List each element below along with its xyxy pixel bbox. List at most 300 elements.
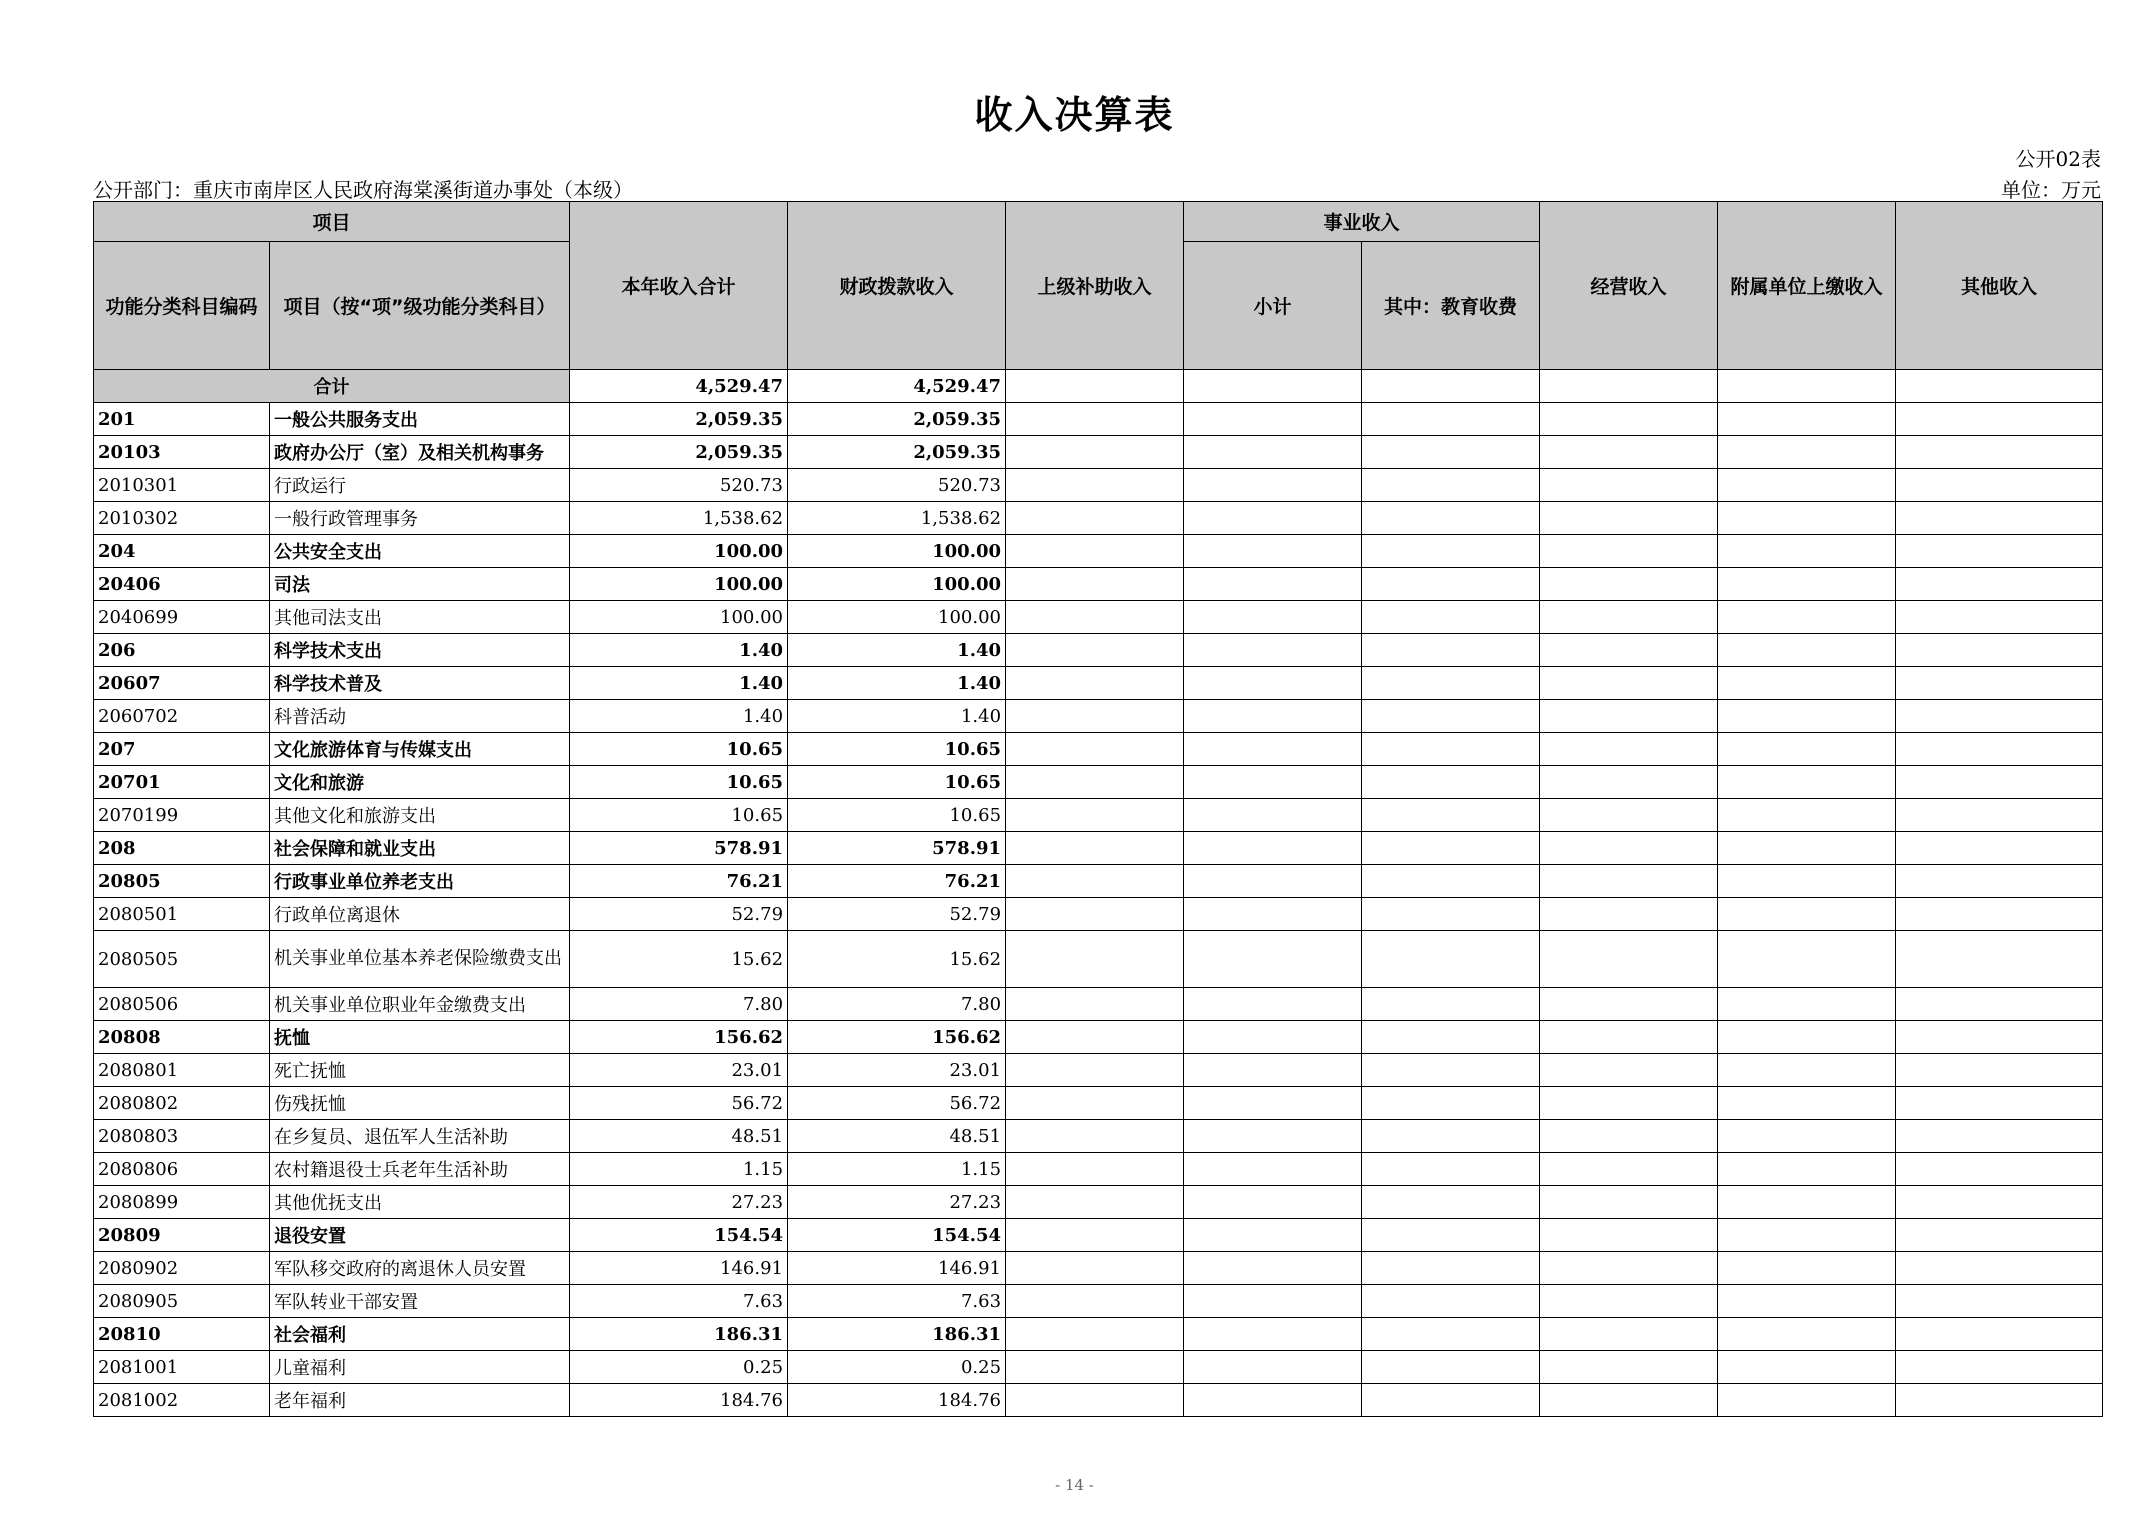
other-income-cell: [1896, 667, 2103, 700]
operating-income-cell: [1540, 1285, 1718, 1318]
fiscal-income-cell: 1.40: [788, 667, 1006, 700]
affiliated-income-cell: [1718, 568, 1896, 601]
total-income-cell: 100.00: [570, 601, 788, 634]
business-subtotal-cell: [1184, 832, 1362, 865]
operating-income-cell: [1540, 865, 1718, 898]
table-row: [94, 1054, 2103, 1087]
affiliated-income-cell: [1718, 1351, 1896, 1384]
code-cell: 20808: [94, 1021, 270, 1054]
affiliated-income-cell: [1718, 1219, 1896, 1252]
header-superior-subsidy: 上级补助收入: [1006, 202, 1184, 370]
business-subtotal-cell: [1184, 766, 1362, 799]
item-name-cell: 政府办公厅（室）及相关机构事务: [270, 436, 570, 469]
operating-income-cell: [1540, 1252, 1718, 1285]
fiscal-income-cell: 1.40: [788, 700, 1006, 733]
code-cell: 2010302: [94, 502, 270, 535]
item-name-cell: 文化旅游体育与传媒支出: [270, 733, 570, 766]
superior-subsidy-cell: [1006, 1384, 1184, 1417]
operating-income-cell: [1540, 799, 1718, 832]
item-name-cell: 军队移交政府的离退休人员安置: [270, 1252, 570, 1285]
business-subtotal-cell: [1184, 865, 1362, 898]
code-cell: 2080899: [94, 1186, 270, 1219]
empty-cell: [1006, 370, 1184, 403]
affiliated-income-cell: [1718, 436, 1896, 469]
business-subtotal-cell: [1184, 1351, 1362, 1384]
fiscal-income-cell: 1.15: [788, 1153, 1006, 1186]
code-cell: 2010301: [94, 469, 270, 502]
total-income-cell: 100.00: [570, 535, 788, 568]
operating-income-cell: [1540, 535, 1718, 568]
affiliated-income-cell: [1718, 535, 1896, 568]
superior-subsidy-cell: [1006, 667, 1184, 700]
fiscal-income-cell: 100.00: [788, 601, 1006, 634]
operating-income-cell: [1540, 1087, 1718, 1120]
table-row: [94, 1186, 2103, 1219]
education-fee-cell: [1362, 832, 1540, 865]
operating-income-cell: [1540, 403, 1718, 436]
other-income-cell: [1896, 1384, 2103, 1417]
operating-income-cell: [1540, 832, 1718, 865]
department-label: 公开部门：重庆市南岸区人民政府海棠溪街道办事处（本级）: [93, 178, 633, 202]
superior-subsidy-cell: [1006, 1120, 1184, 1153]
affiliated-income-cell: [1718, 733, 1896, 766]
empty-cell: [1540, 370, 1718, 403]
code-cell: 20805: [94, 865, 270, 898]
business-subtotal-cell: [1184, 568, 1362, 601]
table-row: [94, 799, 2103, 832]
affiliated-income-cell: [1718, 1252, 1896, 1285]
header-business-income: 事业收入: [1184, 202, 1540, 242]
code-cell: 20701: [94, 766, 270, 799]
superior-subsidy-cell: [1006, 1153, 1184, 1186]
superior-subsidy-cell: [1006, 469, 1184, 502]
code-cell: 20406: [94, 568, 270, 601]
superior-subsidy-cell: [1006, 1318, 1184, 1351]
table-row: [94, 469, 2103, 502]
other-income-cell: [1896, 832, 2103, 865]
header-total-income: 本年收入合计: [570, 202, 788, 370]
item-name-cell: 其他司法支出: [270, 601, 570, 634]
education-fee-cell: [1362, 931, 1540, 988]
header-education-fee: 其中：教育收费: [1362, 242, 1540, 370]
code-cell: 206: [94, 634, 270, 667]
superior-subsidy-cell: [1006, 700, 1184, 733]
education-fee-cell: [1362, 1318, 1540, 1351]
affiliated-income-cell: [1718, 1318, 1896, 1351]
header-project: 项目: [94, 202, 570, 242]
table-row: [94, 1318, 2103, 1351]
other-income-cell: [1896, 1351, 2103, 1384]
item-name-cell: 其他优抚支出: [270, 1186, 570, 1219]
total-income-cell: 1.15: [570, 1153, 788, 1186]
total-income-cell: 578.91: [570, 832, 788, 865]
operating-income-cell: [1540, 601, 1718, 634]
other-income-cell: [1896, 1252, 2103, 1285]
fiscal-income-cell: 100.00: [788, 568, 1006, 601]
table-row: [94, 988, 2103, 1021]
business-subtotal-cell: [1184, 634, 1362, 667]
code-cell: 2080803: [94, 1120, 270, 1153]
total-income-cell: 520.73: [570, 469, 788, 502]
fiscal-income-cell: 10.65: [788, 766, 1006, 799]
business-subtotal-cell: [1184, 535, 1362, 568]
fiscal-income-cell: 1.40: [788, 634, 1006, 667]
code-cell: 2080806: [94, 1153, 270, 1186]
business-subtotal-cell: [1184, 931, 1362, 988]
code-cell: 2080905: [94, 1285, 270, 1318]
business-subtotal-cell: [1184, 1252, 1362, 1285]
affiliated-income-cell: [1718, 502, 1896, 535]
superior-subsidy-cell: [1006, 766, 1184, 799]
unit-label: 单位：万元: [2001, 178, 2101, 202]
total-income-cell: 186.31: [570, 1318, 788, 1351]
business-subtotal-cell: [1184, 1087, 1362, 1120]
superior-subsidy-cell: [1006, 1021, 1184, 1054]
item-name-cell: 在乡复员、退伍军人生活补助: [270, 1120, 570, 1153]
business-subtotal-cell: [1184, 1120, 1362, 1153]
total-income-cell: 10.65: [570, 799, 788, 832]
education-fee-cell: [1362, 469, 1540, 502]
education-fee-cell: [1362, 1153, 1540, 1186]
superior-subsidy-cell: [1006, 988, 1184, 1021]
table-row: [94, 1087, 2103, 1120]
affiliated-income-cell: [1718, 700, 1896, 733]
item-name-cell: 退役安置: [270, 1219, 570, 1252]
item-name-cell: 机关事业单位职业年金缴费支出: [270, 988, 570, 1021]
operating-income-cell: [1540, 733, 1718, 766]
fiscal-income-cell: 23.01: [788, 1054, 1006, 1087]
operating-income-cell: [1540, 931, 1718, 988]
item-name-cell: 其他文化和旅游支出: [270, 799, 570, 832]
total-income-cell: 154.54: [570, 1219, 788, 1252]
superior-subsidy-cell: [1006, 1285, 1184, 1318]
superior-subsidy-cell: [1006, 865, 1184, 898]
operating-income-cell: [1540, 1318, 1718, 1351]
affiliated-income-cell: [1718, 1120, 1896, 1153]
fiscal-income-cell: 154.54: [788, 1219, 1006, 1252]
code-cell: 2080501: [94, 898, 270, 931]
other-income-cell: [1896, 1120, 2103, 1153]
table-row: [94, 931, 2103, 988]
code-cell: 201: [94, 403, 270, 436]
business-subtotal-cell: [1184, 898, 1362, 931]
fiscal-income-cell: 27.23: [788, 1186, 1006, 1219]
code-cell: 207: [94, 733, 270, 766]
total-income-cell: 10.65: [570, 733, 788, 766]
operating-income-cell: [1540, 766, 1718, 799]
superior-subsidy-cell: [1006, 403, 1184, 436]
code-cell: 2080506: [94, 988, 270, 1021]
affiliated-income-cell: [1718, 766, 1896, 799]
affiliated-income-cell: [1718, 898, 1896, 931]
affiliated-income-cell: [1718, 931, 1896, 988]
affiliated-income-cell: [1718, 1087, 1896, 1120]
operating-income-cell: [1540, 1384, 1718, 1417]
education-fee-cell: [1362, 1186, 1540, 1219]
total-income-cell: 1.40: [570, 634, 788, 667]
superior-subsidy-cell: [1006, 733, 1184, 766]
affiliated-income-cell: [1718, 634, 1896, 667]
table-row: [94, 667, 2103, 700]
business-subtotal-cell: [1184, 601, 1362, 634]
operating-income-cell: [1540, 1186, 1718, 1219]
empty-cell: [1184, 370, 1362, 403]
total-income-cell: 7.80: [570, 988, 788, 1021]
business-subtotal-cell: [1184, 667, 1362, 700]
fiscal-income-cell: 186.31: [788, 1318, 1006, 1351]
affiliated-income-cell: [1718, 988, 1896, 1021]
other-income-cell: [1896, 568, 2103, 601]
business-subtotal-cell: [1184, 403, 1362, 436]
superior-subsidy-cell: [1006, 601, 1184, 634]
empty-cell: [1896, 370, 2103, 403]
operating-income-cell: [1540, 634, 1718, 667]
fiscal-income-cell: 76.21: [788, 865, 1006, 898]
other-income-cell: [1896, 1285, 2103, 1318]
item-name-cell: 死亡抚恤: [270, 1054, 570, 1087]
table-row: [94, 436, 2103, 469]
fiscal-income-cell: 10.65: [788, 733, 1006, 766]
operating-income-cell: [1540, 568, 1718, 601]
table-row: [94, 700, 2103, 733]
other-income-cell: [1896, 799, 2103, 832]
education-fee-cell: [1362, 502, 1540, 535]
other-income-cell: [1896, 403, 2103, 436]
total-row: [94, 370, 2103, 403]
code-cell: 2080802: [94, 1087, 270, 1120]
other-income-cell: [1896, 766, 2103, 799]
item-name-cell: 司法: [270, 568, 570, 601]
business-subtotal-cell: [1184, 1384, 1362, 1417]
operating-income-cell: [1540, 1120, 1718, 1153]
affiliated-income-cell: [1718, 469, 1896, 502]
code-cell: 2040699: [94, 601, 270, 634]
item-name-cell: 儿童福利: [270, 1351, 570, 1384]
business-subtotal-cell: [1184, 1054, 1362, 1087]
education-fee-cell: [1362, 799, 1540, 832]
code-cell: 208: [94, 832, 270, 865]
business-subtotal-cell: [1184, 1318, 1362, 1351]
item-name-cell: 一般公共服务支出: [270, 403, 570, 436]
operating-income-cell: [1540, 667, 1718, 700]
education-fee-cell: [1362, 403, 1540, 436]
total-income-cell: 56.72: [570, 1087, 788, 1120]
affiliated-income-cell: [1718, 865, 1896, 898]
total-income-cell: 7.63: [570, 1285, 788, 1318]
education-fee-cell: [1362, 1021, 1540, 1054]
superior-subsidy-cell: [1006, 1186, 1184, 1219]
other-income-cell: [1896, 700, 2103, 733]
code-cell: 2080902: [94, 1252, 270, 1285]
total-income-cell: 184.76: [570, 1384, 788, 1417]
table-row: [94, 634, 2103, 667]
fiscal-income-cell: 2,059.35: [788, 403, 1006, 436]
total-income-cell: 15.62: [570, 931, 788, 988]
business-subtotal-cell: [1184, 988, 1362, 1021]
education-fee-cell: [1362, 1252, 1540, 1285]
table-row: [94, 502, 2103, 535]
table-row: [94, 535, 2103, 568]
header-other-income: 其他收入: [1896, 202, 2103, 370]
item-name-cell: 文化和旅游: [270, 766, 570, 799]
business-subtotal-cell: [1184, 799, 1362, 832]
item-name-cell: 机关事业单位基本养老保险缴费支出: [270, 931, 570, 988]
fiscal-income-cell: 184.76: [788, 1384, 1006, 1417]
code-cell: 2070199: [94, 799, 270, 832]
fiscal-income-cell: 146.91: [788, 1252, 1006, 1285]
education-fee-cell: [1362, 898, 1540, 931]
page-number: - 14 -: [1055, 1476, 1094, 1494]
total-fiscal-cell: 4,529.47: [788, 370, 1006, 403]
table-row: [94, 1021, 2103, 1054]
superior-subsidy-cell: [1006, 568, 1184, 601]
superior-subsidy-cell: [1006, 1087, 1184, 1120]
operating-income-cell: [1540, 1351, 1718, 1384]
total-income-cell: 1.40: [570, 667, 788, 700]
affiliated-income-cell: [1718, 1054, 1896, 1087]
code-cell: 2081002: [94, 1384, 270, 1417]
item-name-cell: 公共安全支出: [270, 535, 570, 568]
total-income-cell: 76.21: [570, 865, 788, 898]
superior-subsidy-cell: [1006, 1219, 1184, 1252]
affiliated-income-cell: [1718, 1384, 1896, 1417]
fiscal-income-cell: 156.62: [788, 1021, 1006, 1054]
affiliated-income-cell: [1718, 1285, 1896, 1318]
affiliated-income-cell: [1718, 799, 1896, 832]
other-income-cell: [1896, 1219, 2103, 1252]
fiscal-income-cell: 1,538.62: [788, 502, 1006, 535]
affiliated-income-cell: [1718, 1186, 1896, 1219]
superior-subsidy-cell: [1006, 436, 1184, 469]
operating-income-cell: [1540, 469, 1718, 502]
total-income-cell: 1,538.62: [570, 502, 788, 535]
code-cell: 20607: [94, 667, 270, 700]
fiscal-income-cell: 10.65: [788, 799, 1006, 832]
table-row: [94, 1219, 2103, 1252]
total-income-cell: 2,059.35: [570, 403, 788, 436]
other-income-cell: [1896, 601, 2103, 634]
business-subtotal-cell: [1184, 1153, 1362, 1186]
other-income-cell: [1896, 988, 2103, 1021]
affiliated-income-cell: [1718, 1153, 1896, 1186]
education-fee-cell: [1362, 535, 1540, 568]
other-income-cell: [1896, 1021, 2103, 1054]
business-subtotal-cell: [1184, 502, 1362, 535]
total-income-cell: 10.65: [570, 766, 788, 799]
total-income-cell: 146.91: [570, 1252, 788, 1285]
business-subtotal-cell: [1184, 469, 1362, 502]
item-name-cell: 社会福利: [270, 1318, 570, 1351]
other-income-cell: [1896, 1153, 2103, 1186]
other-income-cell: [1896, 502, 2103, 535]
education-fee-cell: [1362, 988, 1540, 1021]
education-fee-cell: [1362, 1120, 1540, 1153]
other-income-cell: [1896, 898, 2103, 931]
business-subtotal-cell: [1184, 1021, 1362, 1054]
other-income-cell: [1896, 931, 2103, 988]
other-income-cell: [1896, 1186, 2103, 1219]
fiscal-income-cell: 7.63: [788, 1285, 1006, 1318]
code-cell: 20810: [94, 1318, 270, 1351]
item-name-cell: 行政单位离退休: [270, 898, 570, 931]
item-name-cell: 伤残抚恤: [270, 1087, 570, 1120]
affiliated-income-cell: [1718, 667, 1896, 700]
operating-income-cell: [1540, 1054, 1718, 1087]
other-income-cell: [1896, 865, 2103, 898]
total-income-cell: 27.23: [570, 1186, 788, 1219]
superior-subsidy-cell: [1006, 1252, 1184, 1285]
table-row: [94, 1384, 2103, 1417]
item-name-cell: 科学技术支出: [270, 634, 570, 667]
header-code: 功能分类科目编码: [94, 242, 270, 370]
superior-subsidy-cell: [1006, 1054, 1184, 1087]
table-row: [94, 832, 2103, 865]
education-fee-cell: [1362, 436, 1540, 469]
education-fee-cell: [1362, 634, 1540, 667]
empty-cell: [1362, 370, 1540, 403]
operating-income-cell: [1540, 436, 1718, 469]
item-name-cell: 科普活动: [270, 700, 570, 733]
operating-income-cell: [1540, 898, 1718, 931]
affiliated-income-cell: [1718, 832, 1896, 865]
header-item-name: 项目（按“项”级功能分类科目）: [270, 242, 570, 370]
code-cell: 2081001: [94, 1351, 270, 1384]
table-row: [94, 1285, 2103, 1318]
total-income-cell: 2,059.35: [570, 436, 788, 469]
header-fiscal-income: 财政拨款收入: [788, 202, 1006, 370]
education-fee-cell: [1362, 601, 1540, 634]
superior-subsidy-cell: [1006, 799, 1184, 832]
fiscal-income-cell: 0.25: [788, 1351, 1006, 1384]
fiscal-income-cell: 15.62: [788, 931, 1006, 988]
fiscal-income-cell: 2,059.35: [788, 436, 1006, 469]
fiscal-income-cell: 578.91: [788, 832, 1006, 865]
education-fee-cell: [1362, 1054, 1540, 1087]
table-row: [94, 601, 2103, 634]
code-cell: 20103: [94, 436, 270, 469]
education-fee-cell: [1362, 733, 1540, 766]
table-body: [94, 370, 2103, 1417]
superior-subsidy-cell: [1006, 1351, 1184, 1384]
table-row: [94, 403, 2103, 436]
item-name-cell: 社会保障和就业支出: [270, 832, 570, 865]
total-income-cell: 48.51: [570, 1120, 788, 1153]
education-fee-cell: [1362, 865, 1540, 898]
table-row: [94, 733, 2103, 766]
code-cell: 2080801: [94, 1054, 270, 1087]
operating-income-cell: [1540, 1219, 1718, 1252]
superior-subsidy-cell: [1006, 634, 1184, 667]
superior-subsidy-cell: [1006, 502, 1184, 535]
total-income-cell: 100.00: [570, 568, 788, 601]
fiscal-income-cell: 52.79: [788, 898, 1006, 931]
header-subtotal: 小计: [1184, 242, 1362, 370]
income-final-accounts-table: [93, 201, 2103, 1417]
table-row: [94, 766, 2103, 799]
operating-income-cell: [1540, 700, 1718, 733]
education-fee-cell: [1362, 1351, 1540, 1384]
business-subtotal-cell: [1184, 1285, 1362, 1318]
other-income-cell: [1896, 1054, 2103, 1087]
item-name-cell: 军队转业干部安置: [270, 1285, 570, 1318]
other-income-cell: [1896, 436, 2103, 469]
other-income-cell: [1896, 1318, 2103, 1351]
empty-cell: [1718, 370, 1896, 403]
education-fee-cell: [1362, 1219, 1540, 1252]
other-income-cell: [1896, 634, 2103, 667]
education-fee-cell: [1362, 568, 1540, 601]
education-fee-cell: [1362, 667, 1540, 700]
